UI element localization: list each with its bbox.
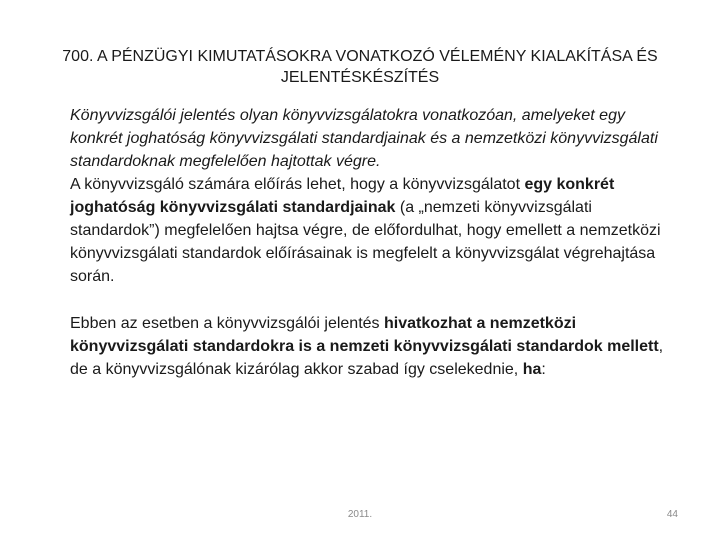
paragraph-1-text-c: (a „nemzeti könyvvizsgálati standardok”) megfelelően hajtsa végre, de előfordulhat, hogy emellett a nemzetközi könyvvizsgálati standardok előírásainak is megfelelt a könyvvizsgálat végrehajtása során. [70,199,661,285]
paragraph-2-colon: : [541,361,546,378]
slide-title [40,46,680,88]
page-number: 44 [666,509,678,520]
slide-body [70,104,680,381]
footer-year: 2011. [347,509,373,520]
paragraph-2-bold-ha: ha [522,361,542,378]
paragraph-1-text-a: A könyvvizsgáló számára előírás lehet, hogy a könyvvizsgálatot [70,176,525,193]
paragraph-1-bold: egy konkrét joghatóság könyvvizsgálati standardjainak [70,176,615,216]
slide-title-line-1: 700. A PÉNZÜGYI KIMUTATÁSOKRA VONATKOZÓ VÉLEMÉNY KIALAKÍTÁSA ÉS [62,48,658,65]
paragraph-2 [70,312,680,381]
intro-paragraph: Könyvvizsgálói jelentés olyan könyvvizsgálatokra vonatkozóan, amelyeket egy konkrét joghatóság könyvvizsgálati standardjainak és a nemzetközi könyvvizsgálati standardoknak megfelelően hajtottak végre. [70,107,658,170]
paragraph-2-text-c: , de a könyvvizsgálónak kizárólag akkor szabad így cselekednie, [70,338,664,378]
slide-title-line-2: JELENTÉSKÉSZÍTÉS [280,69,440,86]
paragraph-2-bold: hivatkozhat a nemzetközi könyvvizsgálati standardokra is a nemzeti könyvvizsgálati standardok mellett [70,315,659,355]
paragraph-2-text-a: Ebben az esetben a könyvvizsgálói jelentés [70,315,384,332]
paragraph-1 [70,173,680,288]
